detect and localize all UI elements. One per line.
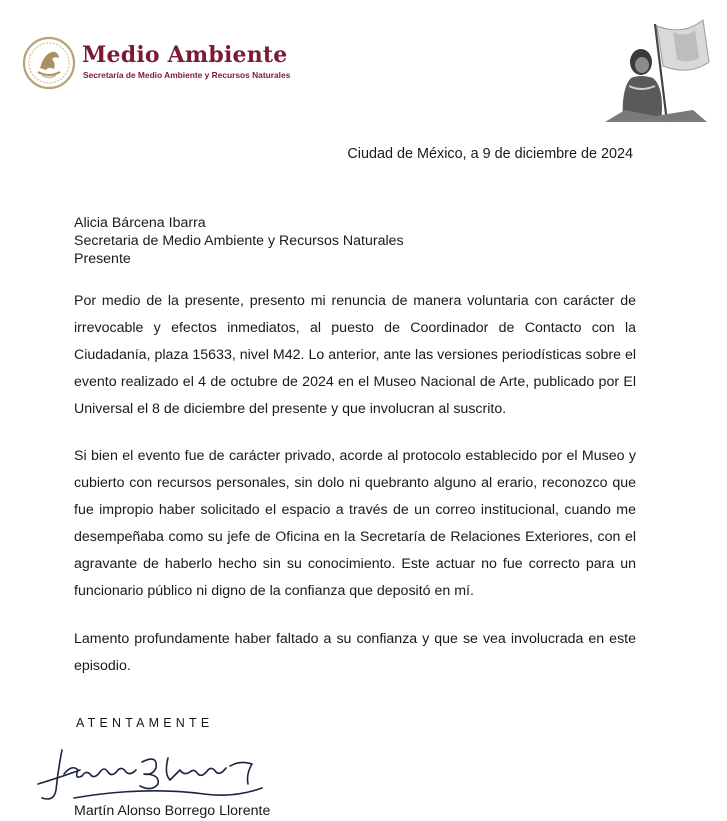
closing-text: ATENTAMENTE — [76, 716, 214, 730]
mexican-coat-of-arms-icon — [22, 36, 76, 90]
body-paragraph-2: Si bien el evento fue de carácter privado, acorde al protocolo establecido por el Museo y cubierto con recursos personales, sin dolo ni quebranto alguno al erario, reconozco que fue impropio haber solicitado el espacio a través de un correo institucional, cuando me desempeñaba como su jefe de Oficina en la Secretaría de Relaciones Exteriores, con el agravante de haberlo hecho sin su conocimiento. Este actuar no fue correcto para un funcionario público ni digno de la confianza que depositó en mí. — [74, 448, 636, 599]
signer-name: Martín Alonso Borrego Llorente — [74, 803, 271, 819]
logo-subtitle: Secretaría de Medio Ambiente y Recursos Naturales — [83, 70, 291, 80]
recipient-presente: Presente — [74, 251, 131, 267]
letter-date: Ciudad de México, a 9 de diciembre de 2024 — [347, 146, 633, 162]
recipient-name: Alicia Bárcena Ibarra — [74, 215, 206, 231]
body-paragraph-3: Lamento profundamente haber faltado a su confianza y que se vea involucrada en este episodio. — [74, 631, 636, 674]
logo-title: Medio Ambiente — [82, 42, 288, 68]
body-paragraph-1: Por medio de la presente, presento mi renuncia de manera voluntaria con carácter de irrevocable y efectos inmediatos, al puesto de Coordinador de Contacto con la Ciudadanía, plaza 15633, nivel M42. Lo anterior, ante las versiones periodísticas sobre el evento realizado el 4 de octubre de 2024 en el Museo Nacional de Arte, publicado por El Universal el 8 de diciembre del presente y que involucran al suscrito. — [74, 293, 636, 417]
semarnat-logo — [22, 36, 322, 92]
recipient-block — [74, 214, 404, 268]
woman-with-flag-emblem-icon — [595, 18, 715, 128]
recipient-title: Secretaria de Medio Ambiente y Recursos Naturales — [74, 233, 404, 249]
